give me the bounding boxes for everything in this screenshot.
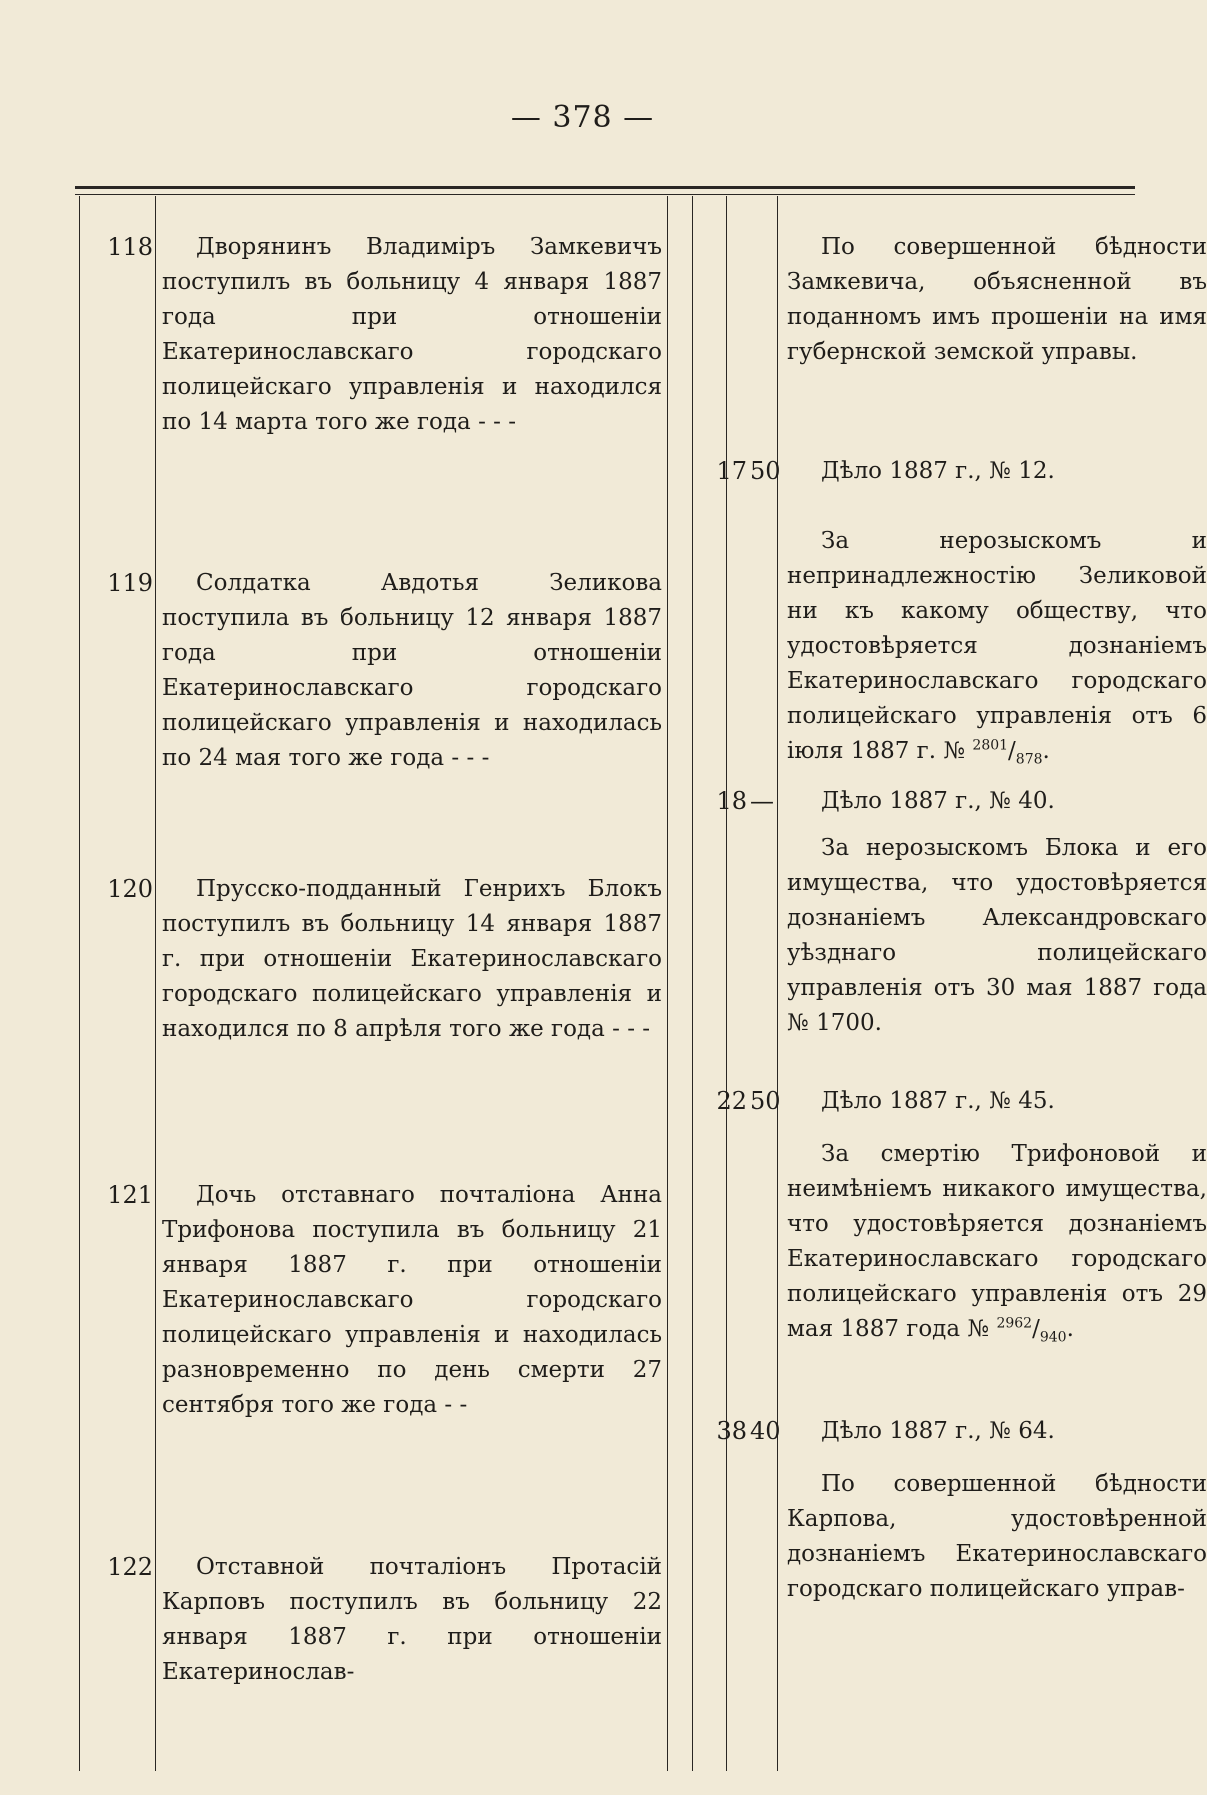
entry-description: Солдатка Авдотья Зеликова поступила въ больницу 12 января 1887 года при отношеніи Екатеринославскаго городскаго полицейскаго управленія и находилась по 24 мая того же года - - - (162, 570, 662, 771)
case-reference: Дѣло 1887 г., № 64. (821, 1418, 1055, 1444)
page-number: — 378 — (510, 100, 655, 135)
amount-kopecks: 40 (750, 1417, 781, 1445)
entry-description: Дочь отставнаго почталіона Анна Трифонова поступила въ больницу 21 января 1887 г. при отношеніи Екатеринославскаго городскаго полицейскаго управленія и находилась разновременно по день смерти 27 сентября того же года - - (162, 1182, 662, 1418)
note-text (787, 784, 1207, 1041)
note-text (787, 454, 1207, 769)
column-divider (726, 196, 727, 1771)
case-reference: Дѣло 1887 г., № 40. (821, 788, 1055, 814)
table-top-rule (75, 186, 1135, 189)
entry-description: Отставной почталіонъ Протасій Карповъ поступилъ въ больницу 22 января 1887 г. при отношеніи Екатеринослав- (162, 1554, 662, 1685)
note-body: За нерозыскомъ Блока и его имущества, что удостовѣряется дознаніемъ Александровскаго уѣзднаго полицейскаго управленія отъ 30 мая 1887 года № 1700. (787, 835, 1207, 1036)
amount-rubles: 17 (716, 457, 747, 485)
column-divider (79, 196, 80, 1771)
note-body: За смертію Трифоновой и неимѣніемъ никакого имущества, что удостовѣряется дознаніемъ Екатеринославскаго городскаго полицейскаго управленія отъ 29 мая 1887 года № $^{2962}/_{940}$. (787, 1141, 1207, 1346)
entry-number: 118 (107, 233, 153, 261)
amount-rubles: 38 (716, 1417, 747, 1445)
column-divider (692, 196, 693, 1771)
entry-number: 121 (107, 1181, 153, 1209)
amount-kopecks: — (750, 787, 774, 815)
note-text (787, 1414, 1207, 1607)
amount-rubles: 18 (716, 787, 747, 815)
ledger-table (75, 186, 1207, 1771)
table-top-rule-thin (75, 194, 1135, 195)
column-divider (155, 196, 156, 1771)
column-divider (667, 196, 668, 1771)
entry-number: 120 (107, 875, 153, 903)
amount-rubles: 22 (716, 1087, 747, 1115)
note-text: По совершенной бѣдности Замкевича, объясненной въ поданномъ имъ прошеніи на имя губернской земской управы. (787, 234, 1207, 365)
entry-description: Дворянинъ Владиміръ Замкевичъ поступилъ въ больницу 4 января 1887 года при отношеніи Екатеринославскаго городскаго полицейскаго управленія и находился по 14 марта того же года - - - (162, 234, 662, 435)
note-text (787, 1084, 1207, 1347)
amount-kopecks: 50 (750, 457, 781, 485)
entry-description: Прусско-подданный Генрихъ Блокъ поступилъ въ больницу 14 января 1887 г. при отношеніи Екатеринославскаго городскаго полицейскаго управленія и находился по 8 апрѣля того же года - - - (162, 876, 662, 1042)
case-reference: Дѣло 1887 г., № 45. (821, 1088, 1055, 1114)
entry-number: 119 (107, 569, 153, 597)
case-reference: Дѣло 1887 г., № 12. (821, 458, 1055, 484)
amount-kopecks: 50 (750, 1087, 781, 1115)
column-divider (777, 196, 778, 1771)
note-body: За нерозыскомъ и непринадлежностію Зеликовой ни къ какому обществу, что удостовѣряется дознаніемъ Екатеринославскаго городскаго полицейскаго управленія отъ 6 іюля 1887 г. № $^{2801}/_{878}$. (787, 528, 1207, 768)
note-body: По совершенной бѣдности Карпова, удостовѣренной дознаніемъ Екатеринославскаго городскаго полицейскаго управ- (787, 1471, 1207, 1602)
entry-number: 122 (107, 1553, 153, 1581)
